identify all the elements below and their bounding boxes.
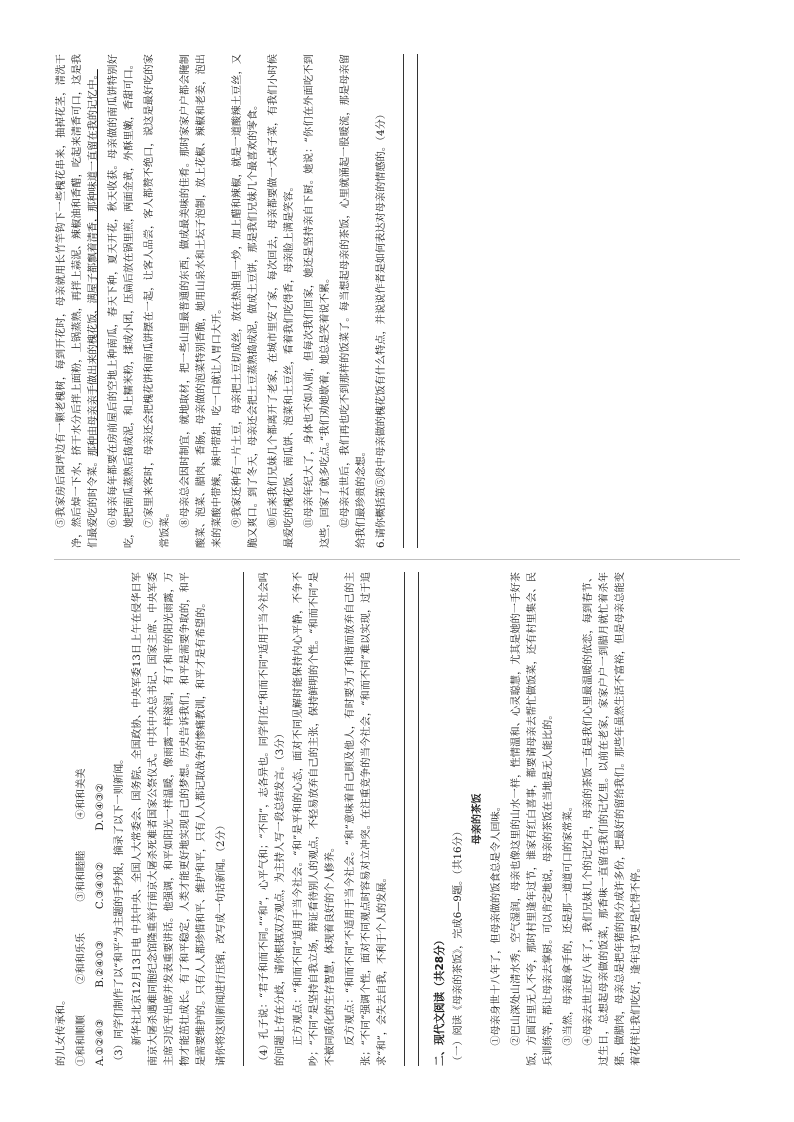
pro-view: 正方观点：“和而不同”适用于当今社会。“和”是平和的心态，面对不同见解时能保持内心平静，不争不吵；“不同”是坚持自我立场，辩证看待别人的观点，不轻易放弃自己的主张，保持鲜明的个性。“和而不同”是不被同质化的生存智慧，体现着良好的个人修养。 [293, 572, 336, 1066]
answer-line [417, 54, 418, 548]
answer-line [403, 54, 404, 548]
paragraph-5 [54, 54, 102, 548]
paragraph-3: ③当然，母亲最拿手的，还是那一道道可口的家常菜。 [563, 801, 574, 1046]
paragraph-5-underlined: 那种由母亲亲手做出来的槐花饭，满屋子都飘着清香，那种味道一直留在我的记忆中。 [88, 69, 99, 457]
rotated-exam-page [54, 54, 740, 1066]
answer-line [243, 572, 244, 1066]
story-title: 母亲的茶饭 [471, 793, 483, 845]
choice-c: C.③④①② [95, 861, 106, 910]
news-paragraph: 新华社北京12月13日电 中共中央、全国人大常委会、国务院、全国政协、中央军委13日上午在侵华日军南京大屠杀遇难同胞纪念馆隆重举行南京大屠杀死难者国家公祭仪式。中共中央总书记、国家主席、中央军委主席习近平出席并发表重要讲话。他强调，和平如阳光一样温暖，像雨露一样滋润，有了和平的阳光雨露，万物才能茁壮成长。有了和平稳定，人类才能更好地实现自己的梦想。历史告诉我们，和平是需要争取的，和平是需要维护的。只有人人都珍惜和平、维护和平，只有人人都记取战争的惨痛教训，和平才是有希望的。 [132, 572, 207, 1066]
answer-line [404, 572, 405, 1066]
option-4: ④和和美美 [76, 768, 87, 820]
paragraph-2: ②巴山深处山清水秀，空气湿润，母亲也像这里的山水一样，性情温和、心灵聪慧，尤其是她的一手好茶饭，方圆百里无人不夸，那时村里逢年过节，谁家有红白喜事，都要请母亲去帮忙做饭菜，还有村里集会、民兵训练等，都让母亲去掌厨。可以肯定地说，母亲的茶饭在当地是无人能比的。 [511, 572, 554, 1066]
paragraph-5-text: ⑤我家房后园坪边有一颗老槐树，每到开花时，母亲就用长竹竿钩下一些槐花串来，抽掉花茎，清洗干净，然后焯一下水，挤干水分后拌上面粉，上锅蒸熟，再拌上蒜泥、辣椒油和香醋，吃起来清香可口，这是我们最爱吃的时令菜。 [56, 54, 99, 548]
intro-tail: 的儿女传承和。 [56, 994, 67, 1066]
paragraph-4: ④母亲去世正好八年了，我们兄妹几个的记忆中，母亲的茶饭一直是我们心里最温暖的依恋，每到春节、过生日，总想起母亲做的饭菜，那香味一直留在我们的记忆里。以前在老家，家家户户一到腊月就忙着杀年猪、做腊肉，母亲总是把年猪的肉分成许多份，把最好的留给我们。那些年虽然生活不富裕，但是母亲总能变着花样让我们吃好，逢年过节更是忙得不停。 [583, 572, 642, 1066]
choice-a: A.①②④③ [95, 1018, 106, 1066]
paragraph-10: ⑩后来我们兄妹几个都离开了老家，在城市里安了家，每次回去，母亲都要做一大桌子菜，有我们小时候最爱吃的槐花饭、南瓜饼、泡菜和土豆丝，看着我们吃得香，母亲脸上满是笑容。 [268, 54, 295, 548]
option-1: ①和和顺顺 [76, 1015, 87, 1066]
options-row-2 [93, 572, 109, 1066]
paragraph-9: ⑨我家还种有一片土豆，母亲把土豆切成丝，放在热油里一炒，加上醋和辣椒，就是一道酸辣土豆丝，又脆又爽口。到了冬天，母亲还会把土豆蒸熟捣成泥，做成土豆饼，那是我们兄妹几个最喜欢的零食。 [232, 54, 259, 548]
paragraph-8: ⑧母亲总会因时制宜，就地取材，把一些山里最普通的东西，做成最美味的佳肴。那时家家户户都会腌制酸菜、泡菜、腊肉、香肠，母亲做的泡菜特别香脆，她用山泉水和土坛子泡制，放上花椒、辣椒和老姜，泡出来的菜酸中带辣，辣中带甜，吃一口就让人胃口大开。 [180, 54, 223, 548]
paragraph-1: ①母亲身世十八年了，但母亲做的饭食总是令人回味。 [491, 801, 502, 1046]
section-2-heading: 二、现代文阅读（共28分） [434, 934, 446, 1066]
section-2-1-heading: （一）阅读《母亲的茶饭》，完成6—9题。（共16分） [453, 826, 464, 1066]
paragraph-6: ⑥母亲每年都要在房前屋后的空地上种南瓜，春天下种，夏天开花，秋天收获。母亲做的南瓜饼特别好吃，她把南瓜蒸熟后捣成泥，和上糯米粉，揉成小团，压扁后放在锅里煎，两面金黄，外酥里嫩，香甜可口。 [108, 54, 135, 548]
column-divider [54, 559, 740, 560]
question-4: （4）孔子说：“君子和而不同。”“和”，心平气和；“不同”，志各异也。同学们在“和而不同”适用于当今社会吗的问题上存在分歧，请你根据双方观点，为主持人写一段总结发言。（3分） [259, 572, 286, 1066]
right-column [54, 54, 740, 548]
option-2: ②和和乐乐 [76, 932, 87, 984]
con-view: 反方观点：“和而不同”不适用于当今社会。“和”意味着自己顾及他人，有时要为了和谐而放弃自己的主张；“不同”强调个性，面对不同观点时容易对立冲突。在注重竞争的当今社会，“和而不同”难以实现，过于追求“和”，会失去自我，不利于个人的发展。 [345, 572, 388, 1066]
left-column [54, 572, 740, 1066]
paragraph-11: ⑪母亲年纪大了，身体也不如从前，但每次我们回家，她还是坚持亲自下厨。她说：“你们在外面吃不到这些，回家了就多吃点。”我们劝她歇着，她总是笑着说不累。 [304, 54, 331, 548]
question-3-ask: 请你将这则新闻进行压缩，改写成一句话新闻。（2分） [216, 820, 227, 1066]
paragraph-12: ⑫母亲去世后，我们再也吃不到那样的饭菜了。每当想起母亲的茶饭，心里就涌起一股暖流，那是母亲留给我们最珍贵的念想。 [340, 54, 367, 548]
question-6: 6.请你概括第⑤段中母亲做的槐花饭有什么特点，并说说作者是如何表达对母亲的情感的。（4分） [376, 109, 387, 548]
choice-b: B.②④①③ [95, 940, 106, 988]
option-3: ③和和睦睦 [76, 850, 87, 902]
options-row-1 [74, 572, 90, 1066]
choice-d: D.①④③② [95, 783, 106, 831]
question-3: （3）同学们制作了以“和平”为主题的手抄报，摘录了以下一则新闻。 [114, 753, 125, 1066]
answer-line [418, 572, 419, 1066]
paragraph-7: ⑦家里来客时，母亲还会把槐花饼和南瓜饼摆在一起，让客人品尝，客人都赞不绝口，说这是最好吃的家常饭菜。 [144, 54, 171, 548]
